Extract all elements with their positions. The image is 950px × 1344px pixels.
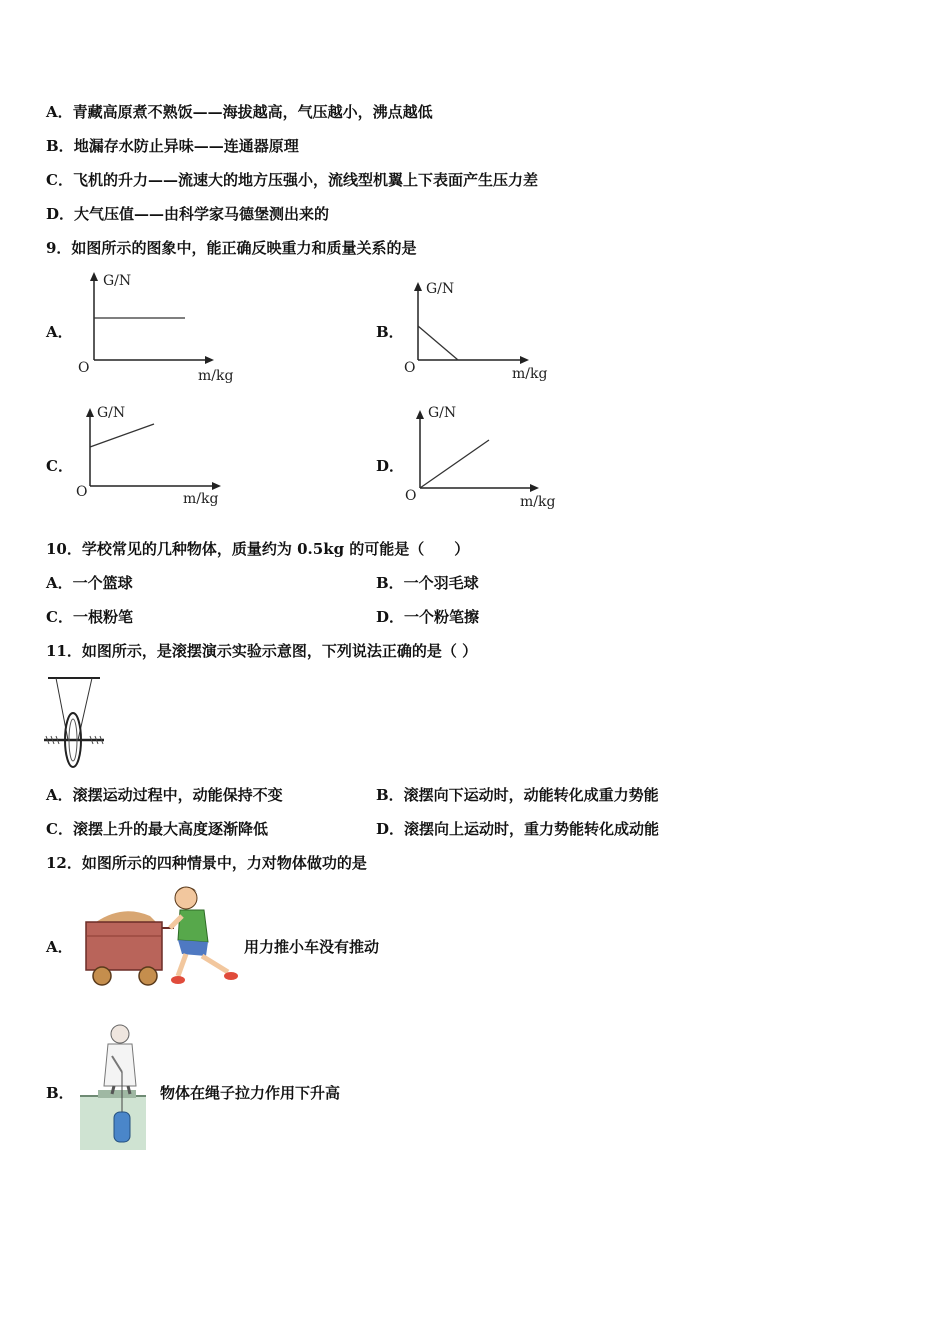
q11-option-d: D．滚摆向上运动时，重力势能转化成动能 [376, 820, 660, 838]
q8-option-c-text: 飞机的升力——流速大的地方压强小，流线型机翼上下表面产生压力差 [72, 171, 538, 189]
q8-option-c [46, 170, 538, 190]
graph-d-xlabel: m/kg [520, 494, 556, 510]
man-lifting-object-figure [78, 1020, 150, 1152]
q11-stem: 11．如图所示，是滚摆演示实验示意图，下列说法正确的是（ ） [46, 642, 478, 660]
q11-option-b: B．滚摆向下运动时，动能转化成重力势能 [376, 786, 659, 804]
graph-a-ylabel: G/N [103, 273, 132, 289]
q8-option-d-label: D． [46, 205, 75, 223]
graph-c-origin: O [76, 484, 88, 500]
pendulum-wheel-figure [42, 674, 112, 770]
q10-option-a: A．一个篮球 [46, 574, 133, 592]
q8-option-b [46, 136, 299, 156]
q8-option-b-text: 地漏存水防止异味——连通器原理 [73, 137, 299, 155]
graph-d-ylabel: G/N [428, 405, 457, 421]
q8-option-a [46, 102, 433, 122]
q8-option-b-label: B． [46, 137, 74, 155]
q10-stem: 10．学校常见的几种物体，质量约为 0.5kg 的可能是（ ） [46, 540, 470, 558]
q11-option-a: A．滚摆运动过程中，动能保持不变 [46, 786, 283, 804]
graph-c-line [90, 424, 154, 447]
q8-option-d [46, 204, 329, 224]
graph-c-ylabel: G/N [97, 405, 126, 421]
q10-option-c: C．一根粉笔 [46, 608, 133, 626]
q10-option-b: B．一个羽毛球 [376, 574, 479, 592]
boy-pushing-cart-figure [78, 880, 243, 990]
graph-a-origin: O [78, 360, 90, 376]
q12-option-b-label: B． [46, 1084, 74, 1102]
graph-a-xlabel: m/kg [198, 368, 234, 384]
q9-option-d-label: D． [376, 457, 405, 475]
graph-c-xlabel: m/kg [183, 491, 219, 507]
q8-option-a-text: 青藏高原煮不熟饭——海拔越高，气压越小，沸点越低 [72, 103, 433, 121]
q12-option-a-caption: 用力推小车没有推动 [244, 938, 380, 956]
graph-b-line [418, 326, 458, 360]
q8-option-a-label: A． [46, 103, 73, 121]
graph-d-origin: O [405, 488, 417, 504]
q9-stem: 9．如图所示的图象中，能正确反映重力和质量关系的是 [46, 239, 417, 257]
q12-stem: 12．如图所示的四种情景中，力对物体做功的是 [46, 854, 367, 872]
q8-option-c-label: C． [46, 171, 73, 189]
q10-option-d: D．一个粉笔擦 [376, 608, 480, 626]
graph-b-ylabel: G/N [426, 281, 455, 297]
q9-graph-d [398, 400, 578, 515]
q9-option-c-label: C． [46, 457, 73, 475]
q9-graph-a [70, 268, 250, 388]
q9-option-b-label: B． [376, 323, 404, 341]
q8-option-d-text: 大气压值——由科学家马德堡测出来的 [74, 205, 330, 223]
q12-option-a-label: A． [46, 938, 73, 956]
q9-graph-c [70, 400, 250, 512]
q12-option-b-caption: 物体在绳子拉力作用下升高 [160, 1084, 341, 1102]
graph-b-origin: O [404, 360, 416, 376]
q9-option-a-label: A． [46, 323, 73, 341]
graph-d-line [420, 440, 489, 488]
graph-b-xlabel: m/kg [512, 366, 548, 382]
q9-graph-b [398, 276, 578, 388]
q11-option-c: C．滚摆上升的最大高度逐渐降低 [46, 820, 268, 838]
